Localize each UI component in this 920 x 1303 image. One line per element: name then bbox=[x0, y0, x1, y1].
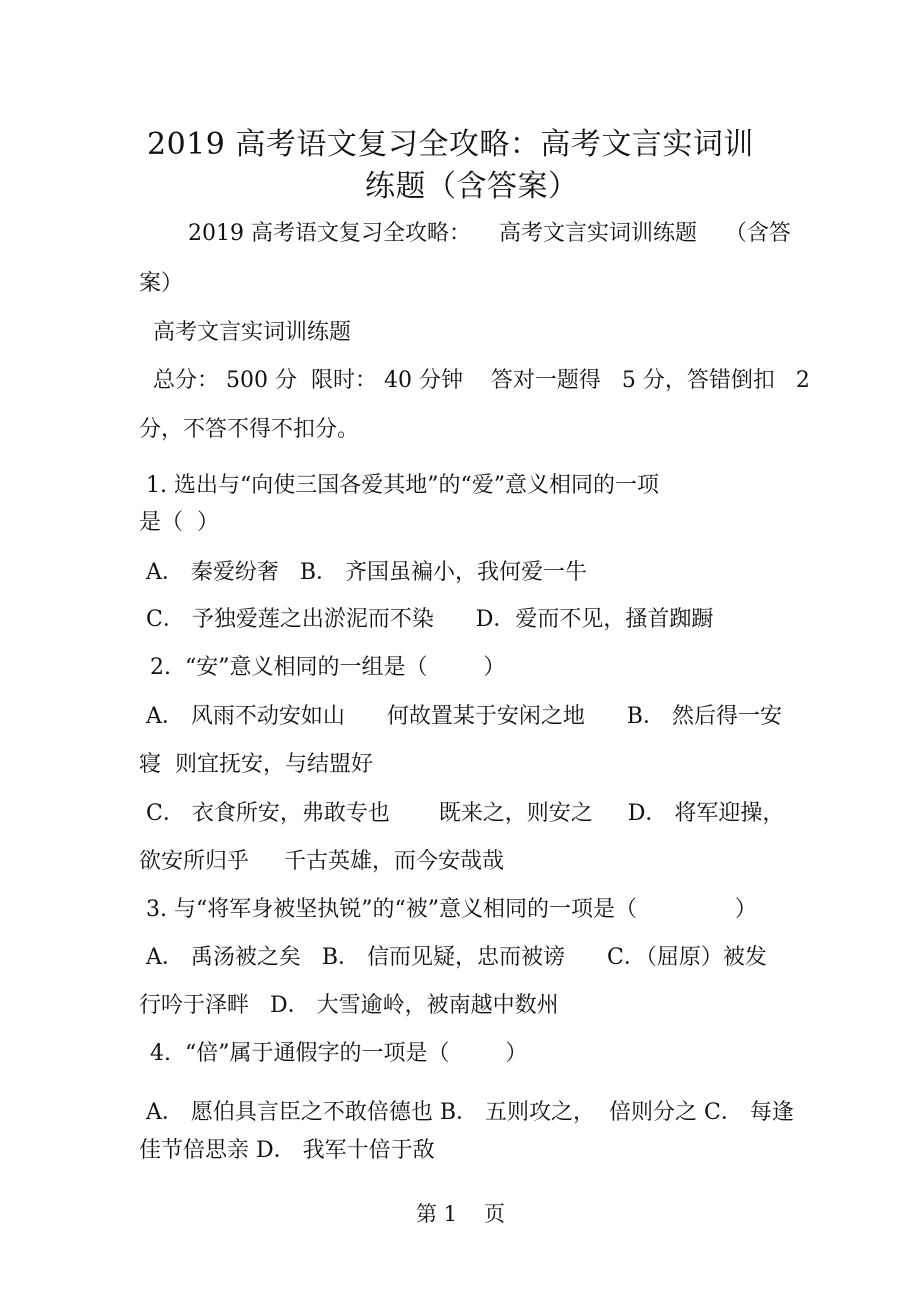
scoring-rules-line-1: 总分： 500 分 限时： 40 分钟 答对一题得 5 分，答错倒扣 2 bbox=[153, 368, 810, 393]
question-3-options-line-2: 行吟于泽畔 D． 大雪逾岭，被南越中数州 bbox=[139, 993, 559, 1018]
intro-line-1: 2019 高考语文复习全攻略： 高考文言实词训练题 （含答 bbox=[188, 221, 791, 246]
question-4-options-line-1: A． 愿伯具言臣之不敢倍德也 B． 五则攻之， 倍则分之 C． 每逢 bbox=[146, 1100, 794, 1125]
question-2-options-line-4: 欲安所归乎 千古英雄，而今安哉哉 bbox=[139, 849, 504, 874]
question-2-options-line-1: A． 风雨不动安如山 何故置某于安闲之地 B． 然后得一安 bbox=[146, 704, 782, 729]
question-2-stem: 2. “安”意义相同的一组是（ ） bbox=[150, 655, 506, 680]
question-4-options-line-2: 佳节倍思亲 D． 我军十倍于敌 bbox=[139, 1138, 435, 1163]
document-title-line-2: 练题（含答案） bbox=[365, 169, 579, 204]
page-number-suffix: 页 bbox=[484, 1202, 505, 1226]
section-heading: 高考文言实词训练题 bbox=[153, 320, 352, 345]
question-4-stem: 4. “倍”属于通假字的一项是（ ） bbox=[150, 1041, 528, 1066]
question-2-options-line-3: C． 衣食所安，弗敢专也 既来之，则安之 D． 将军迎操， bbox=[146, 801, 785, 826]
question-3-options-line-1: A． 禹汤被之矣 B． 信而见疑，忠而被谤 C．（屈原）被发 bbox=[146, 945, 767, 970]
document-title-line-1: 2019 高考语文复习全攻略：高考文言实词训 bbox=[147, 127, 754, 162]
question-3-stem: 3. 与“将军身被坚执锐”的“被”意义相同的一项是（ ） bbox=[146, 897, 757, 922]
question-2-options-line-2: 寝 则宜抚安，与结盟好 bbox=[139, 752, 373, 777]
question-1-options-line-1: A． 秦爱纷奢 B． 齐国虽褊小，我何爱一牛 bbox=[146, 560, 588, 585]
intro-line-2: 案） bbox=[139, 271, 184, 296]
question-1-stem-line-1: 1. 选出与“向使三国各爱其地”的“爱”意义相同的一项 bbox=[146, 473, 659, 498]
question-1-options-line-2: C． 予独爱莲之出淤泥而不染 D．爱而不见，搔首踟蹰 bbox=[146, 607, 714, 632]
scoring-rules-line-2: 分，不答不得不扣分。 bbox=[139, 417, 360, 442]
question-1-stem-line-2: 是（ ） bbox=[139, 510, 219, 535]
page-number-prefix: 第 1 bbox=[416, 1202, 458, 1226]
